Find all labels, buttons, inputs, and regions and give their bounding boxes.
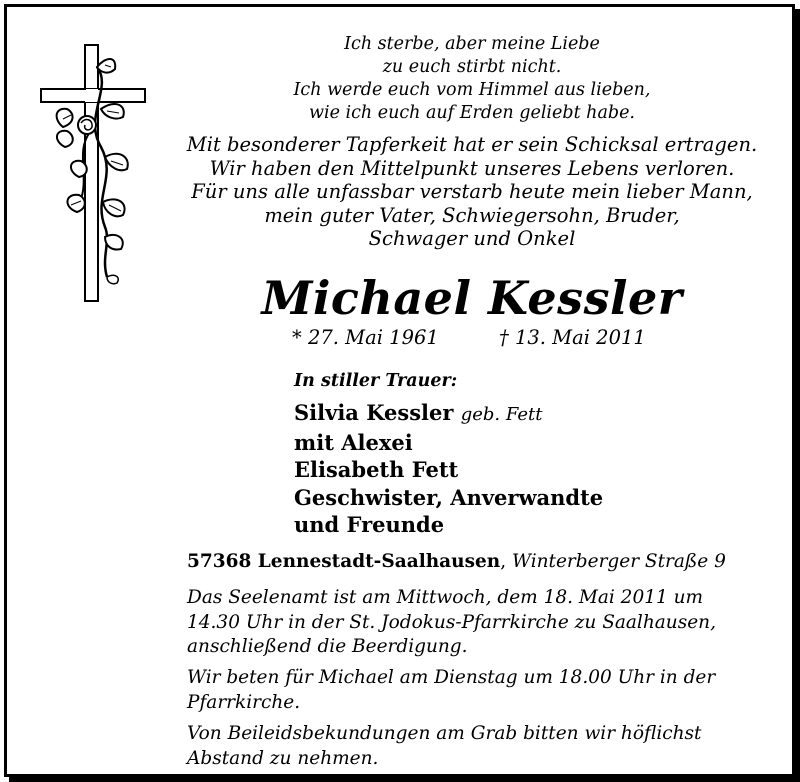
mourner-item: [294, 456, 754, 484]
mourner-suffix: geb. Fett: [460, 404, 543, 425]
mourner-name: mit Alexei: [294, 429, 413, 455]
cross-with-rose-icon: [35, 37, 155, 307]
intro-line: mein guter Vater, Schwiegersohn, Bruder,: [264, 203, 680, 227]
mourner-item: [294, 484, 754, 512]
notice-line: Von Beileidsbekundungen am Grab bitten wir höflichst: [187, 723, 702, 744]
mourning-heading: In stiller Trauer:: [294, 371, 458, 391]
notice-line: Pfarrkirche.: [187, 691, 301, 713]
mourner-item: [294, 511, 754, 539]
intro-text: [172, 133, 772, 251]
notice-line: Das Seelenamt ist am Mittwoch, dem 18. Mai 2011 um: [187, 587, 704, 608]
address-separator: ,: [500, 551, 507, 572]
address: [187, 550, 726, 574]
mourner-name: Elisabeth Fett: [294, 457, 459, 482]
deceased-name: Michael Kessler: [261, 271, 683, 325]
intro-line: Für uns alle unfassbar verstarb heute mein lieber Mann,: [191, 180, 753, 203]
mourner-name: Geschwister, Anverwandte: [294, 484, 604, 510]
notice-line: Wir beten für Michael am Dienstag um 18.00 Uhr in der: [187, 667, 716, 688]
intro-line: Wir haben den Mittelpunkt unseres Lebens verloren.: [209, 156, 735, 180]
address-street: Winterberger Straße 9: [512, 551, 726, 572]
mourner-name: Silvia Kessler: [294, 400, 454, 425]
intro-line: Mit besonderer Tapferkeit hat er sein Schicksal ertragen.: [186, 133, 758, 156]
notice-line: 14.30 Uhr in der St. Jodokus-Pfarrkirche zu Saalhausen,: [187, 611, 716, 633]
intro-line: Schwager und Onkel: [368, 227, 576, 250]
mourner-name: und Freunde: [294, 512, 445, 537]
birth-date: * 27. Mai 1961: [292, 326, 439, 349]
mourner-item: [294, 429, 754, 457]
obituary-frame: [4, 4, 795, 777]
poem-line: wie ich euch auf Erden geliebt habe.: [309, 103, 635, 123]
mourner-item: [294, 399, 754, 429]
notice-line: anschließend die Beerdigung.: [187, 636, 468, 657]
poem: [172, 33, 772, 125]
condolence-notice: [187, 722, 777, 771]
poem-line: zu euch stirbt nicht.: [382, 57, 562, 77]
poem-line: Ich sterbe, aber meine Liebe: [344, 34, 600, 54]
death-date: † 13. Mai 2011: [499, 326, 646, 349]
mourners-list: [294, 399, 754, 539]
funeral-notice: [187, 586, 777, 660]
notice-line: Abstand zu nehmen.: [187, 747, 379, 769]
prayer-notice: [187, 666, 777, 715]
address-place: 57368 Lennestadt-Saalhausen: [187, 551, 501, 572]
poem-line: Ich werde euch vom Himmel aus lieben,: [293, 80, 651, 100]
